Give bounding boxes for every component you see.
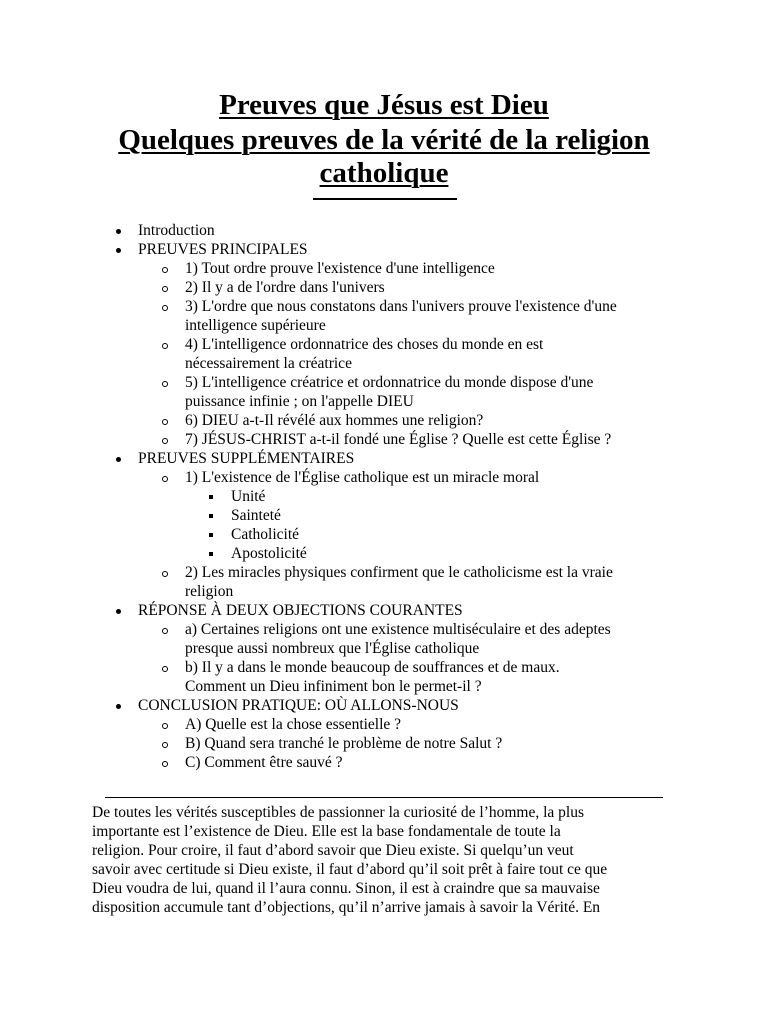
toc-item [0, 487, 768, 506]
toc-item [0, 734, 768, 753]
body-paragraph [92, 803, 682, 917]
toc-item [0, 373, 768, 392]
toc-item-text: Sainteté [231, 507, 281, 524]
toc-item [0, 620, 768, 639]
toc-item-text: A) Quelle est la chose essentielle ? [185, 716, 402, 733]
toc-item-text: Comment un Dieu infiniment bon le permet-il ? [185, 678, 482, 695]
toc-item-text: RÉPONSE À DEUX OBJECTIONS COURANTES [138, 602, 463, 619]
disc-bullet-icon [116, 457, 121, 462]
title-line-1: Preuves que Jésus est Dieu [219, 89, 549, 121]
toc-item [0, 601, 768, 620]
toc-item [0, 715, 768, 734]
circle-bullet-icon [162, 419, 168, 425]
disc-bullet-icon [116, 248, 121, 253]
circle-bullet-icon [162, 723, 168, 729]
disc-bullet-icon [116, 704, 121, 709]
toc-item-text: Unité [231, 488, 266, 505]
toc-item-text: a) Certaines religions ont une existence multiséculaire et des adeptes [185, 621, 611, 638]
toc-item-text: PREUVES PRINCIPALES [138, 241, 308, 258]
body-line: religion. Pour croire, il faut d’abord savoir que Dieu existe. Si quelqu’un veut [92, 842, 574, 859]
toc-item [0, 525, 768, 544]
square-bullet-icon [209, 514, 213, 518]
body-line: savoir avec certitude si Dieu existe, il faut d’abord qu’il soit prêt à faire tout ce que [92, 861, 608, 878]
square-bullet-icon [209, 552, 213, 556]
toc-item [0, 468, 768, 487]
circle-bullet-icon [162, 761, 168, 767]
toc-item-text: 5) L'intelligence créatrice et ordonnatrice du monde dispose d'une [185, 374, 594, 391]
toc-item-text: 1) L'existence de l'Église catholique est un miracle moral [185, 469, 540, 486]
square-bullet-icon [209, 495, 213, 499]
toc-item [0, 354, 768, 373]
table-of-contents [0, 221, 768, 772]
toc-item-text: Catholicité [231, 526, 300, 543]
circle-bullet-icon [162, 343, 168, 349]
section-divider [105, 797, 663, 798]
square-bullet-icon [209, 533, 213, 537]
toc-item [0, 335, 768, 354]
toc-item [0, 753, 768, 772]
toc-item [0, 278, 768, 297]
circle-bullet-icon [162, 628, 168, 634]
circle-bullet-icon [162, 305, 168, 311]
toc-item-text: nécessairement la créatrice [185, 355, 352, 372]
toc-item-text: religion [185, 583, 234, 600]
body-line: Dieu voudra de lui, quand il l’aura connu. Sinon, il est à craindre que sa mauvaise [92, 880, 600, 897]
disc-bullet-icon [116, 609, 121, 614]
toc-item-text: C) Comment être sauvé ? [185, 754, 343, 771]
toc-item-text: b) Il y a dans le monde beaucoup de souffrances et de maux. [185, 659, 560, 676]
toc-item [0, 430, 768, 449]
toc-item [0, 297, 768, 316]
toc-item [0, 411, 768, 430]
toc-item [0, 658, 768, 677]
toc-item-text: presque aussi nombreux que l'Église catholique [185, 640, 480, 657]
body-line: disposition accumule tant d’objections, qu’il n’arrive jamais à savoir la Vérité. En [92, 899, 601, 916]
toc-item-text: 4) L'intelligence ordonnatrice des choses du monde en est [185, 336, 544, 353]
toc-item-text: 7) JÉSUS-CHRIST a-t-il fondé une Église ? Quelle est cette Église ? [185, 431, 612, 448]
circle-bullet-icon [162, 438, 168, 444]
toc-item-text: puissance infinie ; on l'appelle DIEU [185, 393, 414, 410]
toc-item [0, 544, 768, 563]
toc-item [0, 677, 768, 696]
toc-item [0, 639, 768, 658]
circle-bullet-icon [162, 381, 168, 387]
toc-item [0, 316, 768, 335]
circle-bullet-icon [162, 267, 168, 273]
circle-bullet-icon [162, 571, 168, 577]
toc-item-text: 1) Tout ordre prouve l'existence d'une intelligence [185, 260, 495, 277]
title-underline-rule [313, 198, 457, 200]
circle-bullet-icon [162, 742, 168, 748]
toc-item [0, 506, 768, 525]
toc-item-text: Introduction [138, 222, 215, 239]
toc-item-text: B) Quand sera tranché le problème de notre Salut ? [185, 735, 503, 752]
title-line-2: Quelques preuves de la vérité de la religion [118, 124, 650, 156]
toc-item [0, 696, 768, 715]
toc-item-text: 2) Il y a de l'ordre dans l'univers [185, 279, 385, 296]
toc-item-text: intelligence supérieure [185, 317, 326, 334]
toc-item [0, 259, 768, 278]
toc-item-text: CONCLUSION PRATIQUE: OÙ ALLONS-NOUS [138, 697, 459, 714]
circle-bullet-icon [162, 476, 168, 482]
circle-bullet-icon [162, 286, 168, 292]
toc-item [0, 563, 768, 582]
toc-item [0, 449, 768, 468]
circle-bullet-icon [162, 666, 168, 672]
toc-item-text: Apostolicité [231, 545, 307, 562]
disc-bullet-icon [116, 229, 121, 234]
toc-item [0, 240, 768, 259]
toc-item [0, 221, 768, 240]
toc-item [0, 582, 768, 601]
toc-item-text: 3) L'ordre que nous constatons dans l'univers prouve l'existence d'une [185, 298, 617, 315]
title-line-3: catholique [319, 157, 449, 189]
toc-item-text: 2) Les miracles physiques confirment que le catholicisme est la vraie [185, 564, 613, 581]
body-line: importante est l’existence de Dieu. Elle est la base fondamentale de toute la [92, 823, 561, 840]
toc-item [0, 392, 768, 411]
body-line: De toutes les vérités susceptibles de passionner la curiosité de l’homme, la plus [92, 804, 585, 821]
toc-item-text: 6) DIEU a-t-Il révélé aux hommes une religion? [185, 412, 484, 429]
toc-item-text: PREUVES SUPPLÉMENTAIRES [138, 450, 355, 467]
